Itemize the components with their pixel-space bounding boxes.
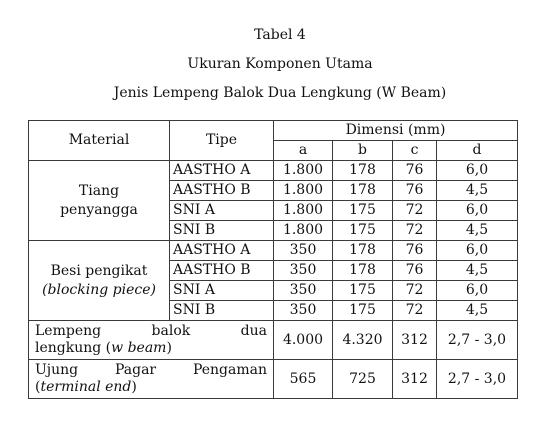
material-label-italic: w beam xyxy=(111,340,167,356)
header-row-1 xyxy=(29,121,518,141)
header-material: Material xyxy=(29,121,170,161)
material-label-word: dua xyxy=(240,323,267,339)
table-caption-number: Tabel 4 xyxy=(254,27,306,43)
dim-d-cell: 4,5 xyxy=(437,181,518,201)
material-label: penyangga xyxy=(60,201,138,218)
tipe-cell: SNI A xyxy=(170,201,274,221)
tipe-cell: SNI A xyxy=(170,281,274,301)
dim-c-cell: 72 xyxy=(393,301,437,321)
material-label-text: ) xyxy=(131,379,137,395)
table-row xyxy=(29,161,518,181)
header-c: c xyxy=(393,141,437,161)
dim-a-cell: 350 xyxy=(274,261,333,281)
material-label-text: ( xyxy=(35,379,41,395)
material-label-word: Pengaman xyxy=(192,362,267,378)
material-label-line xyxy=(35,340,267,357)
dim-b-cell: 175 xyxy=(333,201,393,221)
dimension-table xyxy=(28,120,518,399)
dim-c-cell: 76 xyxy=(393,241,437,261)
material-label-line xyxy=(35,323,267,340)
dim-b-cell: 725 xyxy=(333,360,393,399)
dim-d-cell: 6,0 xyxy=(437,241,518,261)
dim-c-cell: 72 xyxy=(393,221,437,241)
dim-b-cell: 175 xyxy=(333,301,393,321)
dim-a-cell: 1.800 xyxy=(274,221,333,241)
material-label-word: balok xyxy=(151,323,191,339)
tipe-cell: AASTHO A xyxy=(170,161,274,181)
dim-d-cell: 4,5 xyxy=(437,221,518,241)
header-b: b xyxy=(333,141,393,161)
dim-c-cell: 312 xyxy=(393,321,437,360)
material-cell-besi-pengikat xyxy=(29,241,170,321)
dim-a-cell: 1.800 xyxy=(274,181,333,201)
material-label-italic: terminal end xyxy=(40,379,132,395)
header-d: d xyxy=(437,141,518,161)
dim-b-cell: 178 xyxy=(333,161,393,181)
dim-c-cell: 72 xyxy=(393,201,437,221)
table-caption-subtitle: Jenis Lempeng Balok Dua Lengkung (W Beam) xyxy=(113,85,447,101)
dim-b-cell: 178 xyxy=(333,241,393,261)
dim-d-cell: 6,0 xyxy=(437,161,518,181)
dim-b-cell: 178 xyxy=(333,181,393,201)
material-label-text: ) xyxy=(166,340,172,356)
dim-a-cell: 1.800 xyxy=(274,161,333,181)
dim-c-cell: 76 xyxy=(393,161,437,181)
material-label: Besi pengikat xyxy=(50,262,148,279)
dim-a-cell: 350 xyxy=(274,281,333,301)
dim-c-cell: 312 xyxy=(393,360,437,399)
tipe-cell: AASTHO B xyxy=(170,261,274,281)
table-row xyxy=(29,241,518,261)
material-label-italic: (blocking piece) xyxy=(42,281,156,298)
material-cell-tiang xyxy=(29,161,170,241)
dim-d-cell: 4,5 xyxy=(437,261,518,281)
material-cell-w-beam xyxy=(29,321,274,360)
dim-c-cell: 76 xyxy=(393,261,437,281)
dim-c-cell: 76 xyxy=(393,181,437,201)
dim-d-cell: 2,7 - 3,0 xyxy=(437,321,518,360)
dim-b-cell: 175 xyxy=(333,281,393,301)
dim-b-cell: 175 xyxy=(333,221,393,241)
dim-d-cell: 6,0 xyxy=(437,281,518,301)
table-row xyxy=(29,360,518,399)
material-label-line xyxy=(35,362,267,379)
material-label-word: Lempeng xyxy=(35,323,102,339)
tipe-cell: SNI B xyxy=(170,301,274,321)
header-tipe: Tipe xyxy=(170,121,274,161)
dim-b-cell: 4.320 xyxy=(333,321,393,360)
dim-d-cell: 2,7 - 3,0 xyxy=(437,360,518,399)
material-label-text: lengkung ( xyxy=(35,340,112,356)
material-label-word: Pagar xyxy=(114,362,157,378)
dim-d-cell: 4,5 xyxy=(437,301,518,321)
material-label-line xyxy=(35,379,267,396)
dim-a-cell: 1.800 xyxy=(274,201,333,221)
material-label: Tiang xyxy=(78,182,120,199)
dim-b-cell: 178 xyxy=(333,261,393,281)
tipe-cell: AASTHO A xyxy=(170,241,274,261)
dim-a-cell: 565 xyxy=(274,360,333,399)
material-cell-terminal-end xyxy=(29,360,274,399)
header-dimensi: Dimensi (mm) xyxy=(274,121,518,141)
tipe-cell: SNI B xyxy=(170,221,274,241)
dim-a-cell: 4.000 xyxy=(274,321,333,360)
dim-a-cell: 350 xyxy=(274,301,333,321)
dim-d-cell: 6,0 xyxy=(437,201,518,221)
table-caption-title: Ukuran Komponen Utama xyxy=(187,56,373,72)
table-row xyxy=(29,321,518,360)
header-a: a xyxy=(274,141,333,161)
dim-a-cell: 350 xyxy=(274,241,333,261)
tipe-cell: AASTHO B xyxy=(170,181,274,201)
material-label-word: Ujung xyxy=(35,362,79,378)
dim-c-cell: 72 xyxy=(393,281,437,301)
